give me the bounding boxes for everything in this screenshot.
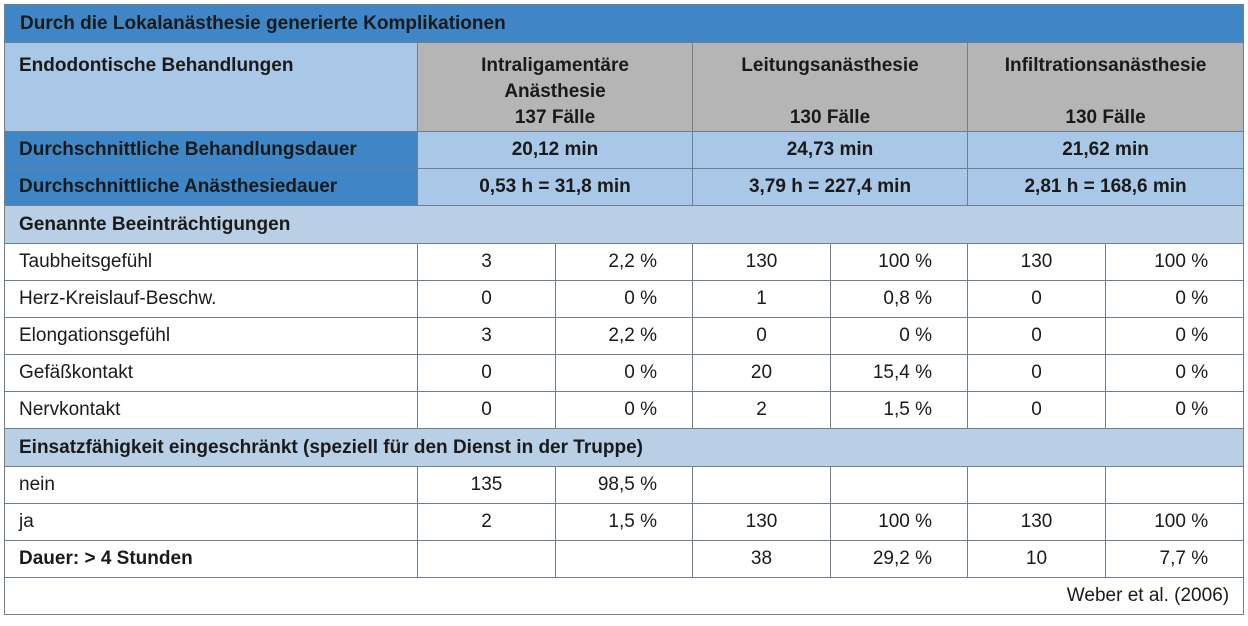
duration-value: 24,73 min (693, 132, 968, 169)
header-intraligamentaer (418, 43, 693, 132)
header-leitung (693, 43, 968, 132)
percent-cell: 0,8 % (831, 281, 968, 318)
header-col-3-line2 (982, 79, 1229, 105)
count-cell: 10 (968, 541, 1106, 578)
table-row (5, 281, 1244, 318)
count-cell: 135 (418, 467, 556, 504)
table-row (5, 244, 1244, 281)
percent-cell (556, 541, 693, 578)
duration-value: 2,81 h = 168,6 min (968, 169, 1244, 206)
percent-cell (831, 467, 968, 504)
percent-cell: 100 % (1106, 244, 1244, 281)
count-cell: 3 (418, 244, 556, 281)
table-row (5, 392, 1244, 429)
percent-cell: 15,4 % (831, 355, 968, 392)
table-row (5, 467, 1244, 504)
header-col-1-line2: Anästhesie (504, 81, 606, 102)
duration-label: Durchschnittliche Behandlungsdauer (5, 132, 418, 169)
row-label: ja (5, 504, 418, 541)
percent-cell: 0 % (556, 355, 693, 392)
count-cell: 2 (418, 504, 556, 541)
count-cell: 0 (968, 392, 1106, 429)
row-label: Taubheitsgefühl (5, 244, 418, 281)
section-row-impairments (5, 206, 1244, 244)
count-cell: 130 (693, 504, 831, 541)
duration-label: Durchschnittliche Anästhesiedauer (5, 169, 418, 206)
percent-cell: 1,5 % (831, 392, 968, 429)
row-label: nein (5, 467, 418, 504)
percent-cell: 7,7 % (1106, 541, 1244, 578)
row-label: Gefäßkontakt (5, 355, 418, 392)
table-row (5, 541, 1244, 578)
percent-cell (1106, 467, 1244, 504)
percent-cell: 100 % (1106, 504, 1244, 541)
header-infiltration (968, 43, 1244, 132)
complications-table (4, 4, 1244, 615)
duration-value: 21,62 min (968, 132, 1244, 169)
count-cell: 20 (693, 355, 831, 392)
header-row (5, 43, 1244, 132)
percent-cell: 100 % (831, 504, 968, 541)
percent-cell: 0 % (1106, 281, 1244, 318)
percent-cell: 2,2 % (556, 244, 693, 281)
row-label: Herz-Kreislauf-Beschw. (5, 281, 418, 318)
header-label: Endodontische Behandlungen (5, 43, 418, 132)
header-col-3-cases: 130 Fälle (1065, 107, 1146, 128)
duration-row-anesthesia (5, 169, 1244, 206)
count-cell: 0 (968, 355, 1106, 392)
header-col-2-line1: Leitungsanästhesie (741, 55, 919, 76)
percent-cell: 29,2 % (831, 541, 968, 578)
percent-cell: 0 % (1106, 318, 1244, 355)
count-cell: 130 (693, 244, 831, 281)
count-cell: 0 (968, 318, 1106, 355)
count-cell: 0 (693, 318, 831, 355)
percent-cell: 2,2 % (556, 318, 693, 355)
source-citation: Weber et al. (2006) (5, 578, 1244, 615)
count-cell (693, 467, 831, 504)
percent-cell: 100 % (831, 244, 968, 281)
count-cell (418, 541, 556, 578)
header-col-1-cases: 137 Fälle (514, 107, 596, 128)
count-cell: 0 (418, 355, 556, 392)
percent-cell: 1,5 % (556, 504, 693, 541)
count-cell: 130 (968, 244, 1106, 281)
header-col-1-line1: Intraligamentäre (481, 55, 629, 76)
count-cell: 2 (693, 392, 831, 429)
count-cell: 130 (968, 504, 1106, 541)
table-container (4, 4, 1243, 622)
row-label: Elongationsgefühl (5, 318, 418, 355)
percent-cell: 0 % (831, 318, 968, 355)
title-row (5, 5, 1244, 43)
source-row (5, 578, 1244, 615)
table-title: Durch die Lokalanästhesie generierte Komplikationen (5, 5, 1244, 43)
table-row (5, 318, 1244, 355)
table-row (5, 355, 1244, 392)
count-cell (968, 467, 1106, 504)
count-cell: 0 (418, 281, 556, 318)
header-col-2-cases: 130 Fälle (789, 107, 871, 128)
percent-cell: 0 % (556, 281, 693, 318)
percent-cell: 98,5 % (556, 467, 693, 504)
percent-cell: 0 % (1106, 392, 1244, 429)
duration-value: 0,53 h = 31,8 min (418, 169, 693, 206)
count-cell: 0 (418, 392, 556, 429)
section-title-impairments: Genannte Beeinträchtigungen (5, 206, 1244, 244)
duration-value: 3,79 h = 227,4 min (693, 169, 968, 206)
percent-cell: 0 % (556, 392, 693, 429)
section-row-capability (5, 429, 1244, 467)
count-cell: 38 (693, 541, 831, 578)
percent-cell: 0 % (1106, 355, 1244, 392)
count-cell: 0 (968, 281, 1106, 318)
row-label: Dauer: > 4 Stunden (5, 541, 418, 578)
duration-row-treatment (5, 132, 1244, 169)
duration-value: 20,12 min (418, 132, 693, 169)
count-cell: 3 (418, 318, 556, 355)
header-col-2-line2 (707, 79, 953, 105)
table-row (5, 504, 1244, 541)
section-title-capability: Einsatzfähigkeit eingeschränkt (speziell für den Dienst in der Truppe) (5, 429, 1244, 467)
count-cell: 1 (693, 281, 831, 318)
row-label: Nervkontakt (5, 392, 418, 429)
header-col-3-line1: Infiltrationsanästhesie (1004, 55, 1207, 76)
